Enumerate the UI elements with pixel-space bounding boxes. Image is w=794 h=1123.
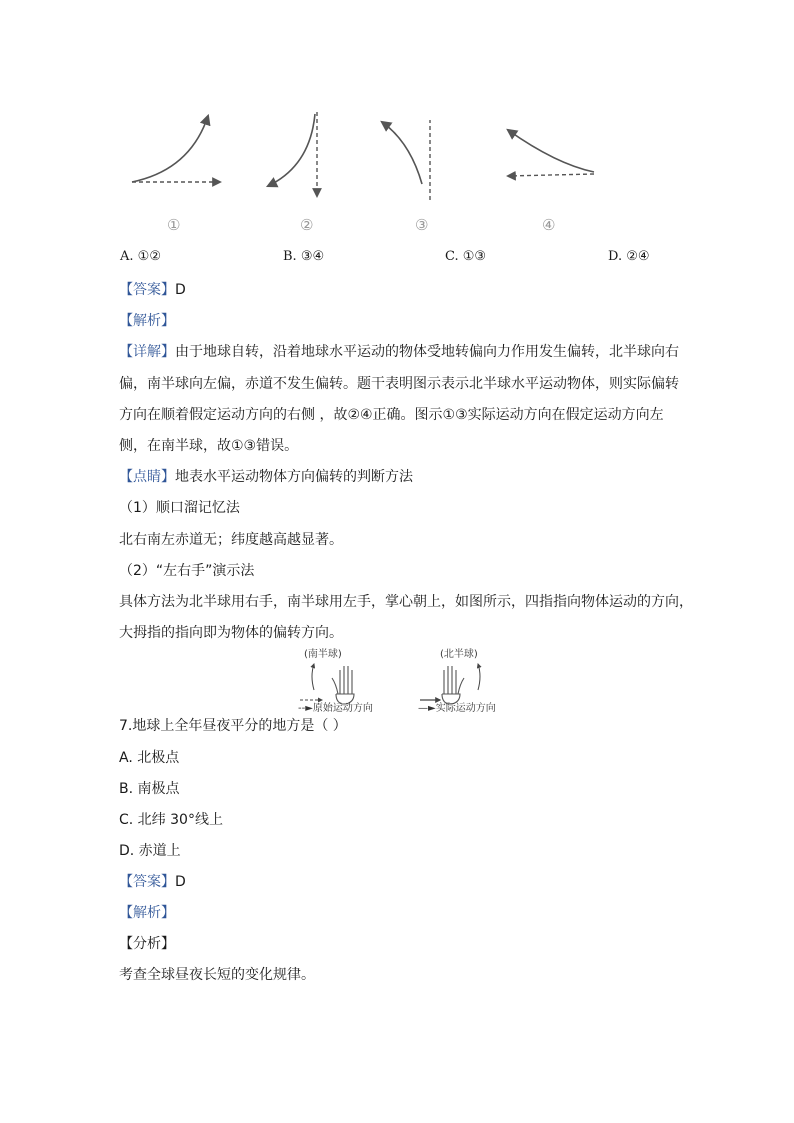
detail-line-1: 【详解】由于地球自转，沿着地球水平运动的物体受地转偏向力作用发生偏转，北半球向右 (119, 344, 679, 360)
diagram-4 (508, 130, 594, 234)
right-hand-figure (418, 647, 496, 714)
tip-line: 【点睛】地表水平运动物体方向偏转的判断方法 (119, 469, 413, 485)
left-hand-figure (298, 647, 373, 714)
detail-line-2: 偏，南半球向左偏，赤道不发生偏转。题干表明图示表示北半球水平运动物体，则实际偏转 (119, 376, 679, 392)
diagram-3-label: ③ (415, 216, 429, 234)
diagram-1-label: ① (167, 216, 181, 234)
q7-option-c: C. 北纬 30°线上 (119, 812, 223, 828)
detail-line-3: 方向在顺着假定运动方向的右侧 ，故②④正确。图示①③实际运动方向在假定运动方向左 (119, 407, 664, 423)
q7-question: 7.地球上全年昼夜平分的地方是（ ） (119, 718, 347, 734)
right-hand-icon (442, 666, 464, 704)
south-hemisphere-label: (南半球) (304, 649, 342, 660)
method1-text: 北右南左赤道无；纬度越高越显著。 (119, 532, 343, 548)
diagram-4-label: ④ (542, 216, 556, 234)
answer-line-q6: 【答案】D (119, 282, 186, 298)
fenxi-text-q7: 考查全球昼夜长短的变化规律。 (119, 967, 315, 983)
north-hemisphere-label: (北半球) (440, 649, 478, 660)
method2-title: （2）“左右手”演示法 (119, 563, 255, 579)
fenxi-tag-q7: 【分析】 (119, 936, 175, 952)
legend-original-direction: --►原始运动方向 (298, 703, 373, 714)
detail-line-4: 侧，在南半球，故①③错误。 (119, 438, 299, 454)
method2-line-1: 具体方法为北半球用右手，南半球用左手，掌心朝上，如图所示，四指指向物体运动的方向， (119, 594, 693, 610)
q7-option-d: D. 赤道上 (119, 843, 181, 859)
analysis-tag-q7: 【解析】 (119, 905, 175, 921)
answer-line-q7: 【答案】D (119, 874, 186, 890)
legend-actual-direction: —►实际运动方向 (418, 703, 496, 714)
deflection-diagrams (110, 100, 630, 240)
option-c: C. ①③ (445, 249, 487, 264)
diagram-2-label: ② (300, 216, 314, 234)
q7-option-b: B. 南极点 (119, 781, 180, 797)
left-hand-icon (332, 666, 354, 704)
method1-title: （1）顺口溜记忆法 (119, 500, 240, 516)
q7-option-a: A. 北极点 (119, 750, 180, 766)
method2-line-2: 大拇指的指向即为物体的偏转方向。 (119, 625, 343, 641)
analysis-tag-q6: 【解析】 (119, 313, 175, 329)
diagram-1 (132, 116, 220, 234)
hand-diagrams (292, 644, 572, 714)
diagram-3 (382, 120, 430, 234)
option-d: D. ②④ (608, 249, 650, 264)
option-a: A. ①② (120, 249, 161, 264)
diagram-2 (268, 112, 317, 234)
option-b: B. ③④ (283, 249, 325, 264)
